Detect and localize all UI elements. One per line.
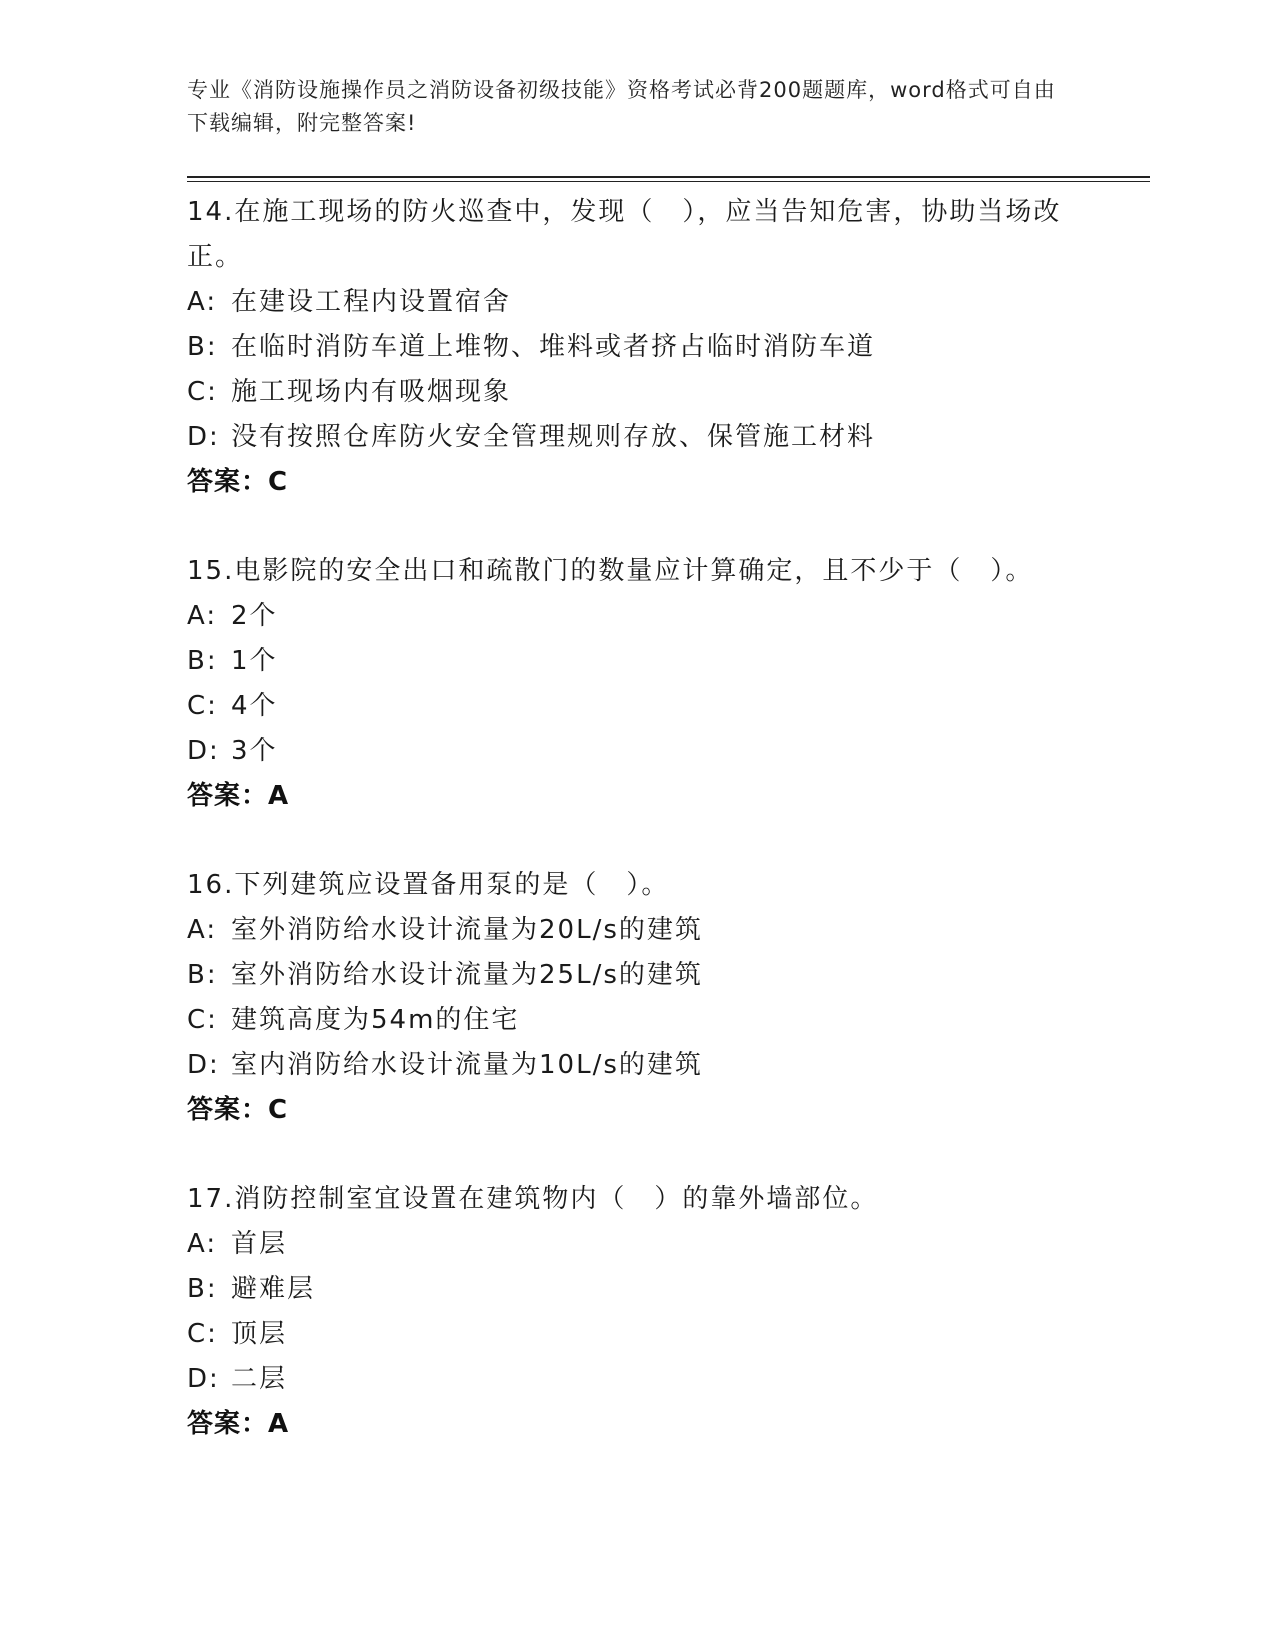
option-letter: D: bbox=[187, 736, 220, 766]
option-letter: A: bbox=[187, 1229, 218, 1259]
option-a bbox=[187, 908, 1087, 953]
question-15 bbox=[187, 549, 1087, 819]
question-16 bbox=[187, 863, 1087, 1133]
option-text: 建筑高度为54m的住宅 bbox=[231, 1005, 520, 1035]
option-text: 室外消防给水设计流量为25L/s的建筑 bbox=[231, 960, 703, 990]
question-stem: 17.消防控制室宜设置在建筑物内（ ）的靠外墙部位。 bbox=[187, 1184, 879, 1214]
option-text: 在临时消防车道上堆物、堆料或者挤占临时消防车道 bbox=[231, 332, 876, 362]
option-text: 室外消防给水设计流量为20L/s的建筑 bbox=[231, 915, 703, 945]
option-b bbox=[187, 953, 1087, 998]
answer-line: 答案：C bbox=[187, 1095, 289, 1125]
option-letter: D: bbox=[187, 1050, 220, 1080]
option-letter: A: bbox=[187, 601, 218, 631]
option-text: 避难层 bbox=[231, 1274, 316, 1304]
option-a bbox=[187, 1222, 1087, 1267]
option-b bbox=[187, 325, 1087, 370]
option-letter: A: bbox=[187, 915, 218, 945]
option-text: 在建设工程内设置宿舍 bbox=[231, 287, 512, 317]
option-d bbox=[187, 1043, 1087, 1088]
option-letter: A: bbox=[187, 287, 218, 317]
option-a bbox=[187, 594, 1087, 639]
option-text: 首层 bbox=[231, 1229, 288, 1259]
option-c bbox=[187, 998, 1087, 1043]
option-letter: C: bbox=[187, 377, 218, 407]
header-divider-thick bbox=[187, 176, 1150, 178]
option-letter: C: bbox=[187, 1005, 218, 1035]
option-d bbox=[187, 1357, 1087, 1402]
option-letter: B: bbox=[187, 1274, 218, 1304]
option-letter: B: bbox=[187, 646, 218, 676]
option-c bbox=[187, 684, 1087, 729]
question-stem: 16.下列建筑应设置备用泵的是（ ）。 bbox=[187, 870, 670, 900]
answer-line: 答案：C bbox=[187, 467, 289, 497]
question-stem: 15.电影院的安全出口和疏散门的数量应计算确定，且不少于（ ）。 bbox=[187, 556, 1034, 586]
question-stem: 14.在施工现场的防火巡查中，发现（ ），应当告知危害，协助当场改正。 bbox=[187, 197, 1062, 272]
option-text: 二层 bbox=[231, 1364, 288, 1394]
option-text: 4个 bbox=[231, 691, 278, 721]
option-letter: B: bbox=[187, 960, 218, 990]
question-17 bbox=[187, 1177, 1087, 1447]
option-text: 没有按照仓库防火安全管理规则存放、保管施工材料 bbox=[231, 422, 876, 452]
answer-line: 答案：A bbox=[187, 781, 290, 811]
option-text: 施工现场内有吸烟现象 bbox=[231, 377, 512, 407]
option-c bbox=[187, 370, 1087, 415]
option-text: 2个 bbox=[231, 601, 278, 631]
question-14 bbox=[187, 190, 1087, 505]
option-a bbox=[187, 280, 1087, 325]
option-letter: C: bbox=[187, 691, 218, 721]
option-d bbox=[187, 415, 1087, 460]
answer-line: 答案：A bbox=[187, 1409, 290, 1439]
option-letter: D: bbox=[187, 422, 220, 452]
option-d bbox=[187, 729, 1087, 774]
option-text: 3个 bbox=[231, 736, 278, 766]
option-b bbox=[187, 1267, 1087, 1312]
option-letter: B: bbox=[187, 332, 218, 362]
option-letter: D: bbox=[187, 1364, 220, 1394]
option-letter: C: bbox=[187, 1319, 218, 1349]
option-text: 室内消防给水设计流量为10L/s的建筑 bbox=[231, 1050, 703, 1080]
option-b bbox=[187, 639, 1087, 684]
option-c bbox=[187, 1312, 1087, 1357]
option-text: 1个 bbox=[231, 646, 278, 676]
option-text: 顶层 bbox=[231, 1319, 288, 1349]
question-list bbox=[187, 190, 1087, 1491]
document-intro: 专业《消防设施操作员之消防设备初级技能》资格考试必背200题题库，word格式可自由下载编辑，附完整答案! bbox=[187, 78, 1056, 135]
header-divider-thin bbox=[187, 181, 1150, 182]
